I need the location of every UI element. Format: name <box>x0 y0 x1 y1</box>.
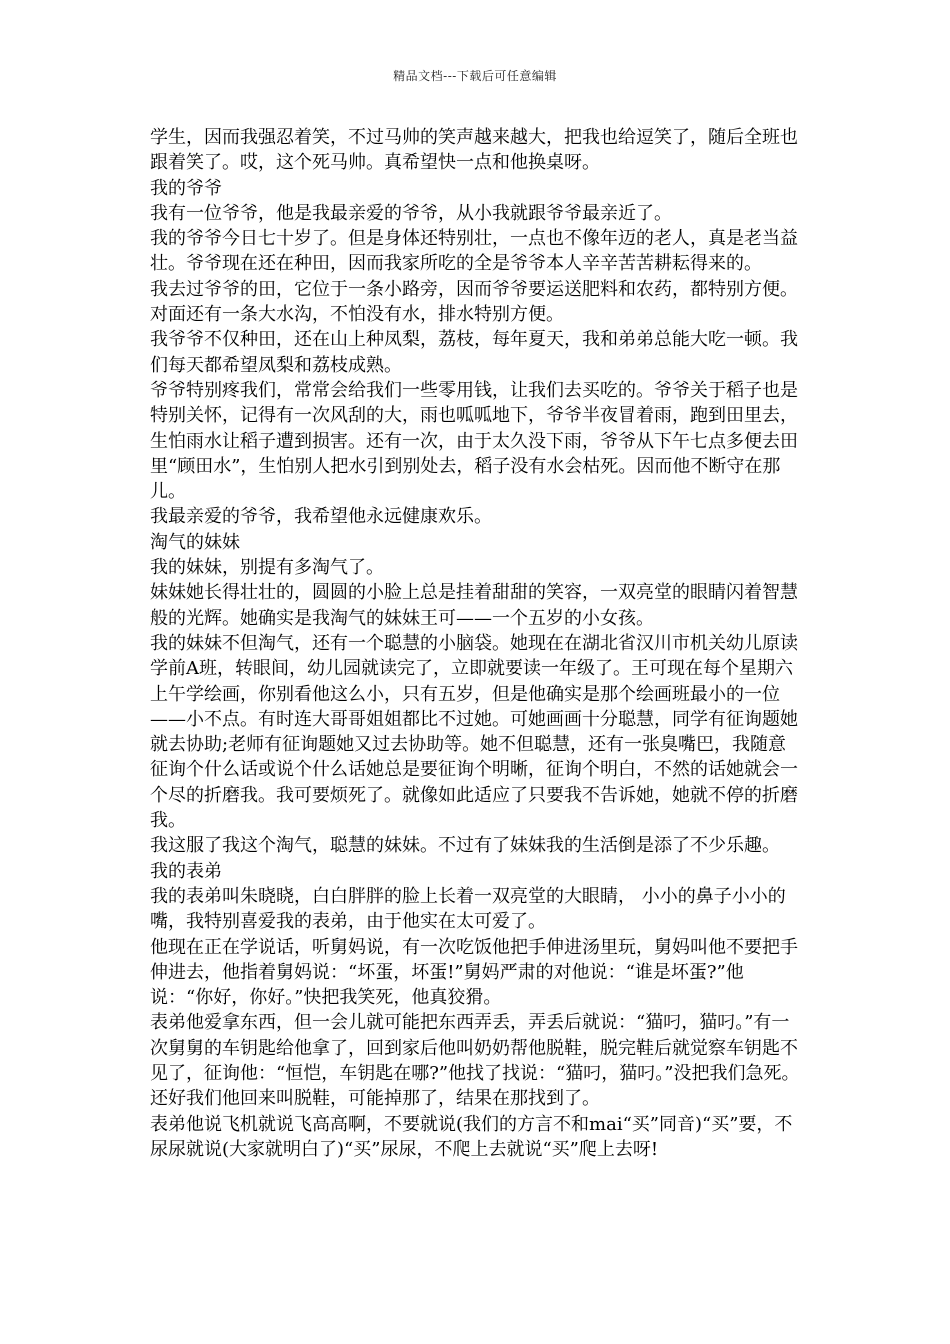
paragraph: 我的妹妹，别提有多淘气了。 <box>150 557 384 579</box>
paragraph: 学生，因而我强忍着笑，不过马帅的笑声越来越大，把我也给逗笑了，随后全班也跟着笑了。哎，这个死马帅。真希望快一点和他换桌呀。 <box>150 127 798 174</box>
paragraph: 表弟他爱拿东西，但一会儿就可能把东西弄丢，弄丢后就说：“猫叼，猫叼。”有一次舅舅的车钥匙给他拿了，回到家后他叫奶奶帮他脱鞋，脱完鞋后就觉察车钥匙不见了，征询他：“恒恺，车钥匙在哪?”他找了找说：“猫叼，猫叼。”没把我们急死。还好我们他回来叫脱鞋，可能掉那了，结果在那找到了。 <box>150 1012 800 1110</box>
paragraph: 我爷爷不仅种田，还在山上种凤梨，荔枝，每年夏天，我和弟弟总能大吃一顿。我们每天都希望凤梨和荔枝成熟。 <box>150 329 798 376</box>
paragraph: 表弟他说飞机就说飞高高啊，不要就说(我们的方言不和mai“买”同音)“买”要，不尿尿就说(大家就明白了)“买”尿尿，不爬上去就说“买”爬上去呀! <box>150 1113 793 1160</box>
paragraph: 我的妹妹不但淘气，还有一个聪慧的小脑袋。她现在在湖北省汉川市机关幼儿原读学前A班，转眼间，幼儿园就读完了，立即就要读一年级了。王可现在每个星期六上午学绘画，你别看他这么小，只有五岁，但是他确实是那个绘画班最小的一位——小不点。有时连大哥哥姐姐都比不过她。可她画画十分聪慧，同学有征询题她就去协助;老师有征询题她又过去协助等。她不但聪慧，还有一张臭嘴巴，我随意征询个什么话或说个什么话她总是要征询个明晰，征询个明白，不然的话她就会一个尽的折磨我。我可要烦死了。就像如此适应了只要我不告诉她，她就不停的折磨我。 <box>150 632 798 832</box>
paragraph: 我有一位爷爷，他是我最亲爱的爷爷，从小我就跟爷爷最亲近了。 <box>150 202 672 224</box>
paragraph: 爷爷特别疼我们，常常会给我们一些零用钱，让我们去买吃的。爷爷关于稻子也是特别关怀，记得有一次风刮的大，雨也呱呱地下，爷爷半夜冒着雨，跑到田里去，生怕雨水让稻子遭到损害。还有一次，由于太久没下雨，爷爷从下午七点多便去田里“顾田水”，生怕别人把水引到别处去，稻子没有水会枯死。因而他不断守在那儿。 <box>150 379 798 503</box>
section-title: 淘气的妹妹 <box>150 531 240 553</box>
paragraph: 他现在正在学说话，听舅妈说，有一次吃饭他把手伸进汤里玩，舅妈叫他不要把手伸进去，他指着舅妈说：“坏蛋，坏蛋!”舅妈严肃的对他说：“谁是坏蛋?”他说：“你好，你好。”快把我笑死，他真狡猾。 <box>150 936 798 1009</box>
document-body <box>150 125 800 1162</box>
paragraph: 我最亲爱的爷爷，我希望他永远健康欢乐。 <box>150 506 492 528</box>
section-title: 我的爷爷 <box>150 177 222 199</box>
paragraph: 我去过爷爷的田，它位于一条小路旁，因而爷爷要运送肥料和农药，都特别方便。对面还有一条大水沟，不怕没有水，排水特别方便。 <box>150 278 798 326</box>
paragraph: 我这服了我这个淘气，聪慧的妹妹。不过有了妹妹我的生活倒是添了不少乐趣。 我的表弟 <box>150 835 780 882</box>
paragraph: 我的爷爷今日七十岁了。但是身体还特别壮，一点也不像年迈的老人，真是老当益壮。爷爷现在还在种田，因而我家所吃的全是爷爷本人辛辛苦苦耕耘得来的。 <box>150 228 798 275</box>
page-header: 精品文档---下载后可任意编辑 <box>393 69 557 83</box>
paragraph: 妹妹她长得壮壮的，圆圆的小脸上总是挂着甜甜的笑容，一双亮堂的眼睛闪着智慧般的光辉。她确实是我淘气的妹妹王可——一个五岁的小女孩。 <box>150 582 798 629</box>
paragraph: 我的表弟叫朱晓晓，白白胖胖的脸上长着一双亮堂的大眼睛， 小小的鼻子小小的嘴，我特别喜爱我的表弟，由于他实在太可爱了。 <box>150 885 786 933</box>
